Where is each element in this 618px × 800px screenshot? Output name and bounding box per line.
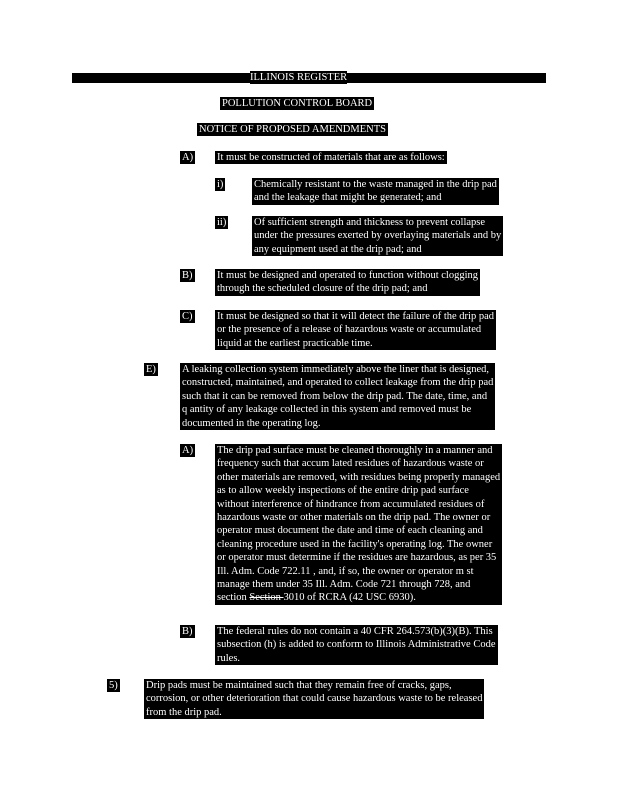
paragraph-line: or operator must determine if the residues are hazardous, as per 35	[215, 551, 502, 564]
paragraph-line: operator must document the date and time of each cleaning and	[215, 524, 502, 537]
paragraph-line: from the drip pad.	[144, 706, 484, 719]
paragraph-line: corrosion, or other deterioration that could cause hazardous waste to be released	[146, 693, 483, 705]
paragraph-line: It must be designed and operated to function without clogging	[217, 270, 478, 281]
item-label-ii: ii)	[217, 217, 227, 228]
paragraph-line: under the pressures exerted by overlaying materials and by	[254, 230, 502, 242]
paragraph-line: manage them under 35 Ill. Adm. Code 721 through 728, and	[215, 578, 502, 591]
item-label-A1: A)	[182, 152, 194, 163]
paragraph-A2	[215, 444, 502, 605]
paragraph-line: liquid at the earliest practicable time.	[215, 337, 496, 350]
paragraph-line: subsection (h) is added to conform to Illinois Administrative Code	[217, 639, 496, 651]
item-label-B2: B)	[182, 626, 193, 637]
paragraph-line: frequency such that accum lated residues of hazardous waste or	[215, 457, 502, 470]
paragraph-C1	[215, 310, 496, 350]
paragraph-line: such that it can be removed from below the drip pad. The date, time, and	[180, 390, 495, 403]
notice-title: NOTICE OF PROPOSED AMENDMENTS	[199, 124, 386, 135]
paragraph-line: Of sufficient strength and thickness to prevent collapse	[252, 216, 503, 229]
paragraph-line: A leaking collection system immediately above the liner that is designed,	[180, 363, 495, 376]
paragraph-line: as to allow weekly inspections of the entire drip pad surface	[215, 484, 502, 497]
item-label-5: 5)	[109, 680, 118, 691]
paragraph-line: It must be designed so that it will detect the failure of the drip pad	[217, 311, 495, 322]
paragraph-line: hazardous waste or other materials on the drip pad. The owner or	[215, 511, 502, 524]
text-segment: section	[217, 592, 250, 604]
paragraph-line: The federal rules do not contain a 40 CFR 264.573(b)(3)(B). This	[215, 625, 498, 638]
paragraph-line: and the leakage that might be generated; and	[252, 191, 499, 204]
paragraph-line: any equipment used at the drip pad; and	[252, 243, 503, 256]
item-label-A2: A)	[182, 445, 194, 456]
register-title: ILLINOIS REGISTER	[250, 72, 348, 83]
paragraph-line: The drip pad surface must be cleaned thoroughly in a manner and	[215, 444, 502, 457]
struck-text: Section	[249, 592, 284, 604]
paragraph-line: or the presence of a release of hazardous waste or accumulated	[215, 323, 496, 336]
paragraph-E	[180, 363, 495, 430]
paragraph-line: Ill. Adm. Code 722.11 , and, if so, the owner or operator m st	[215, 565, 502, 578]
paragraph-line: cleaning procedure used in the facility's operating log. The owner	[215, 538, 502, 551]
paragraph-line: through the scheduled closure of the drip pad; and	[215, 282, 480, 295]
paragraph-ii	[252, 216, 503, 256]
board-title: POLLUTION CONTROL BOARD	[222, 98, 373, 109]
paragraph-line-last	[215, 591, 502, 604]
paragraph-i	[252, 178, 499, 205]
paragraph-line: documented in the operating log.	[180, 417, 495, 430]
paragraph-line: Chemically resistant to the waste managed in the drip pad	[254, 179, 497, 190]
paragraph-line: Drip pads must be maintained such that they remain free of cracks, gaps,	[144, 679, 484, 692]
paragraph-line: rules.	[215, 652, 498, 665]
item-label-C1: C)	[182, 311, 193, 322]
paragraph-B1	[215, 269, 480, 296]
paragraph-B2	[215, 625, 498, 665]
paragraph-A1	[215, 151, 447, 164]
item-label-i: i)	[217, 179, 224, 190]
item-label-B1: B)	[182, 270, 193, 281]
item-label-E: E)	[146, 364, 156, 375]
paragraph-line: It must be constructed of materials that are as follows:	[217, 152, 445, 163]
paragraph-line: other materials are removed, with residues being properly managed	[217, 471, 501, 483]
paragraph-line: q antity of any leakage collected in this system and removed must be	[180, 403, 495, 416]
paragraph-5	[144, 679, 484, 719]
paragraph-line: without interference of hindrance from accumulated residues of	[215, 498, 502, 511]
paragraph-line: constructed, maintained, and operated to collect leakage from the drip pad	[182, 377, 494, 389]
text-segment: 3010 of RCRA (42 USC 6930).	[283, 592, 416, 604]
